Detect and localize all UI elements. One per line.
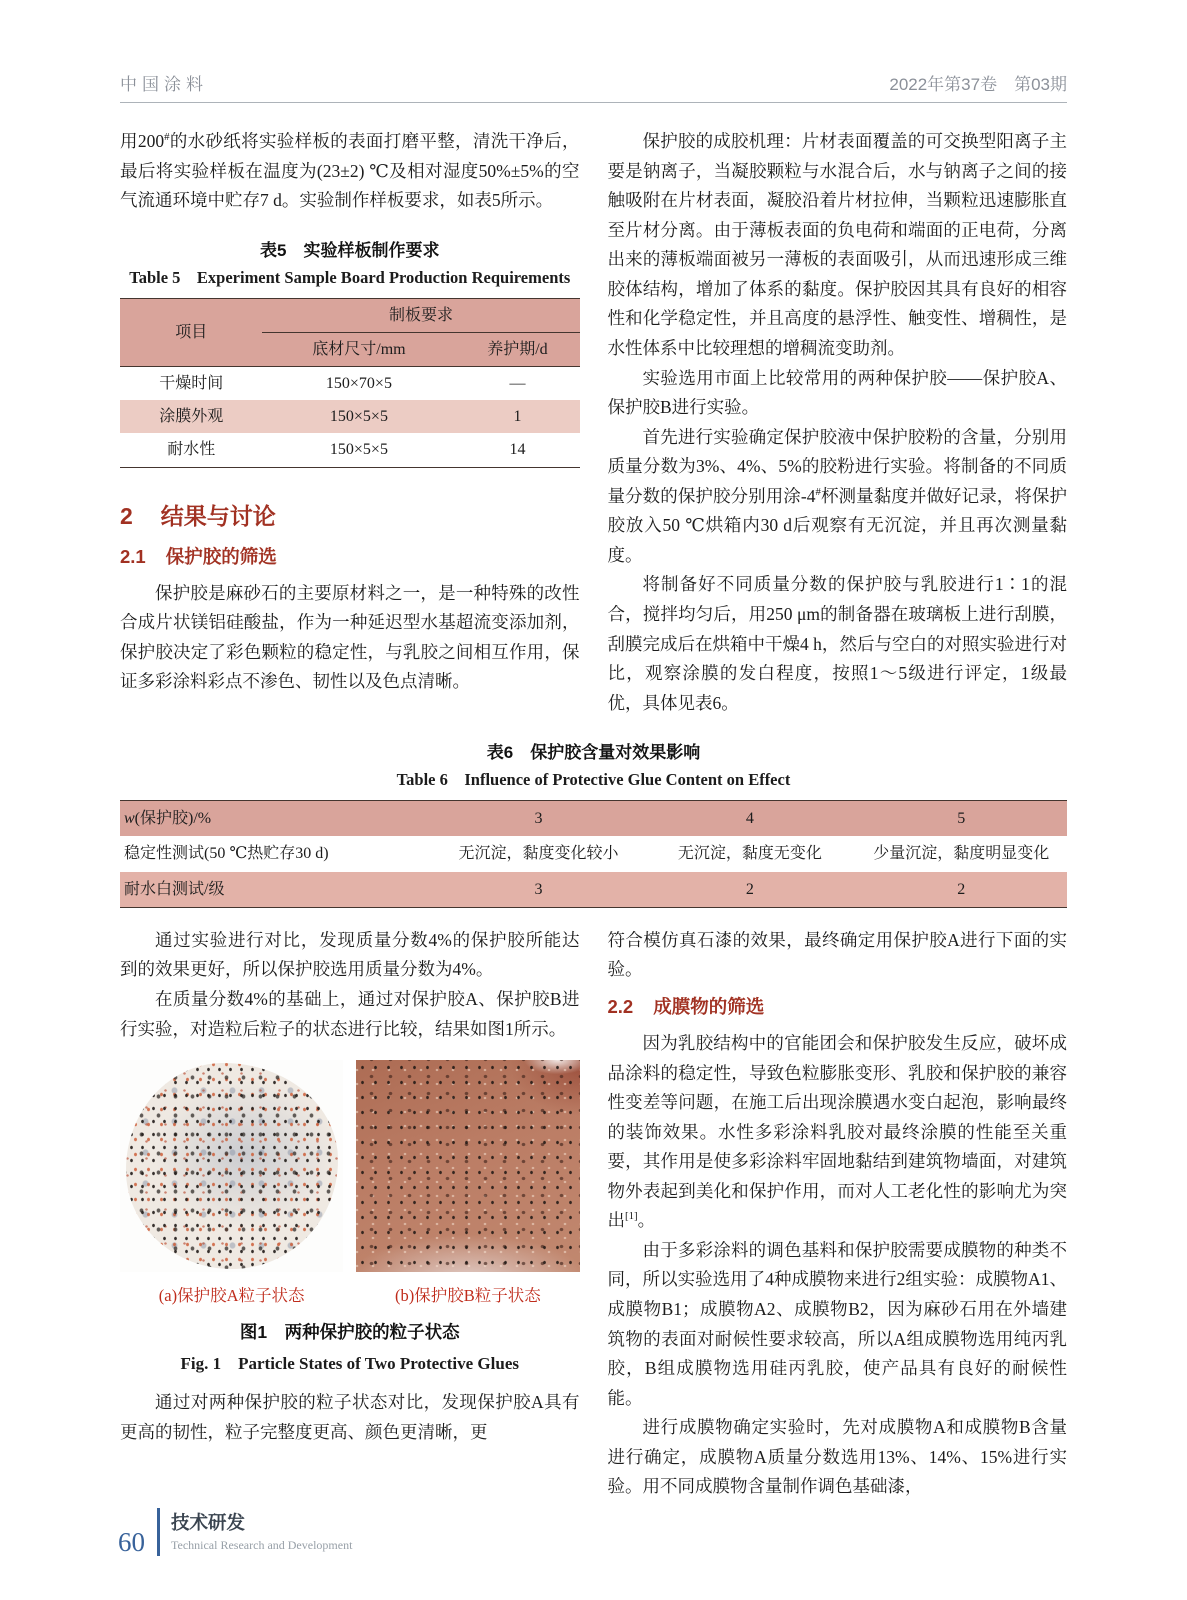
paragraph-film-former-experiment: 进行成膜物确定实验时，先对成膜物A和成膜物B含量进行确定，成膜物A质量分数选用13%、14%、15%进行实验。用不同成膜物含量制作调色基础漆，	[607, 1417, 1067, 1497]
paragraph-glue-selection: 实验选用市面上比较常用的两种保护胶——保护胶A、保护胶B进行实验。	[607, 367, 1067, 418]
figure1-photos	[120, 1060, 580, 1272]
paragraph-comparison-result: 通过实验进行对比，发现质量分数4%的保护胶所能达到的效果更好，所以保护胶选用质量分数为4%。	[120, 929, 580, 980]
page-number: 60	[118, 1527, 145, 1557]
footer-divider	[157, 1508, 160, 1556]
page-footer	[118, 1508, 352, 1556]
table6	[120, 800, 1067, 908]
journal-name: 中国涂料	[120, 75, 208, 94]
table-row: 干燥时间 150×70×5 —	[159, 375, 526, 393]
footer-section-en: Technical Research and Development	[171, 1537, 353, 1552]
page-header	[120, 70, 1067, 103]
figure1-title-zh: 图1 两种保护胶的粒子状态	[239, 1322, 460, 1343]
table-row: 耐水白测试/级 3 2 2	[120, 872, 1067, 907]
right-column-upper	[608, 127, 1068, 718]
table6-title-en: Table 6 Influence of Protective Glue Content on Effect	[396, 770, 791, 790]
caption-b: (b)保护胶B粒子状态	[395, 1286, 541, 1306]
table5-title-en: Table 5 Experiment Sample Board Production Requirements	[129, 267, 571, 287]
table-row: 稳定性测试(50 ℃热贮存30 d) 无沉淀，黏度变化较小 无沉淀，黏度无变化 少量沉淀，黏度明显变化	[124, 845, 1050, 863]
paragraph-emulsion-reaction: 因为乳胶结构中的官能团会和保护胶发生反应，破坏成品涂料的稳定性，导致色粒膨胀变形、乳胶和保护胶的兼容性变差等问题，在施工后出现涂膜遇水变白起泡，影响最终的装饰效果。水性多彩涂料乳胶对最终涂膜的性能至关重要，其作用是使多彩涂料牢固地黏结到建筑物墙面，对建筑物外表起到美化和保护作用，而对人工老化性的影响尤为突出[1]。	[607, 1032, 1067, 1231]
photo-protective-glue-a	[120, 1060, 343, 1272]
issue-info: 2022年第37卷 第03期	[889, 75, 1067, 94]
table5-col-cure: 养护期/d	[455, 332, 579, 366]
upper-columns	[120, 127, 1067, 718]
left-column-lower	[120, 926, 580, 1502]
paragraph-basis-4pct: 在质量分数4%的基础上，通过对保护胶A、保护胶B进行实验，对造粒后粒子的状态进行比较，结果如图1所示。	[120, 988, 580, 1039]
section-2-2-heading: 2.2 成膜物的筛选	[607, 995, 765, 1017]
photo-protective-glue-b	[356, 1060, 579, 1272]
table5-col-req: 制板要求	[262, 299, 579, 333]
table5	[120, 298, 580, 468]
table-row: 耐水性 150×5×5 14	[167, 441, 526, 459]
figure1-subcaptions	[120, 1282, 580, 1306]
table6-block	[120, 738, 1067, 908]
paragraph-particle-comparison: 通过对两种保护胶的粒子状态对比，发现保护胶A具有更高的韧性，粒子完整度更高、颜色更清晰，更	[120, 1392, 580, 1442]
paragraph-mixing: 将制备好不同质量分数的保护胶与乳胶进行1∶1的混合，搅拌均匀后，用250 μm的制备器在玻璃板上进行刮膜，刮膜完成后在烘箱中干燥4 h，然后与空白的对照实验进行对比，观察涂膜的发白程度，按照1～5级进行评定，1级最优，具体见表6。	[607, 574, 1067, 713]
lower-columns	[120, 926, 1067, 1502]
paragraph-sandpaper: 用200#的水砂纸将实验样板的表面打磨平整，清洗干净后，最后将实验样板在温度为(23±2) ℃及相对湿度50%±5%的空气流通环境中贮存7 d。实验制作样板要求，如表5所示。	[120, 131, 580, 211]
paragraph-glue-content: 首先进行实验确定保护胶液中保护胶粉的含量，分别用质量分数为3%、4%、5%的胶粉进行实验。将制备的不同质量分数的保护胶分别用涂-4#杯测量黏度并做好记录，将保护胶放入50 ℃烘箱内30 d后观察有无沉淀，并且再次测量黏度。	[607, 426, 1068, 565]
section-2-heading: 2 结果与讨论	[120, 502, 276, 529]
paragraph-film-formers: 由于多彩涂料的调色基料和保护胶需要成膜物的种类不同，所以实验选用了4种成膜物来进行2组实验：成膜物A1、成膜物B1；成膜物A2、成膜物B2，因为麻砂石用在外墙建筑物的表面对耐候性要求较高，所以A组成膜物选用纯丙乳胶，B组成膜物选用硅丙乳胶，使产品具有良好的耐候性能。	[607, 1239, 1067, 1408]
figure1-title-en: Fig. 1 Particle States of Two Protective Glues	[180, 1354, 519, 1374]
table5-title-zh: 表5 实验样板制作要求	[260, 240, 440, 260]
right-column-lower	[608, 926, 1068, 1502]
footer-section-zh: 技术研发	[171, 1512, 246, 1534]
table6-title-zh: 表6 保护胶含量对效果影响	[486, 743, 701, 763]
paragraph-glue-a-confirm: 符合模仿真石漆的效果，最终确定用保护胶A进行下面的实验。	[607, 929, 1067, 980]
left-column-upper	[120, 127, 580, 718]
paragraph-gel-mechanism: 保护胶的成胶机理：片材表面覆盖的可交换型阳离子主要是钠离子，当凝胶颗粒与水混合后，水与钠离子之间的接触吸附在片材表面，凝胶沿着片材拉伸，当颗粒迅速膨胀直至片材分离。由于薄板表面的负电荷和端面的正电荷，分离出来的薄板端面被另一薄板的表面吸引，从而迅速形成三维胶体结构，增加了体系的黏度。保护胶因其具有良好的相容性和化学稳定性，并且高度的悬浮性、触变性、增稠性，是水性体系中比较理想的增稠流变助剂。	[607, 131, 1067, 358]
particle-blob-a	[126, 1063, 338, 1269]
caption-a: (a)保护胶A粒子状态	[158, 1286, 305, 1306]
table5-col-size: 底材尺寸/mm	[262, 332, 455, 366]
section-2-1-heading: 2.1 保护胶的筛选	[120, 545, 277, 567]
table-row: w(保护胶)/% 3 4 5	[120, 801, 1067, 836]
paragraph-protective-glue: 保护胶是麻砂石的主要原材料之一，是一种特殊的改性合成片状镁铝硅酸盐，作为一种延迟型水基超流变添加剂，保护胶决定了彩色颗粒的稳定性，与乳胶之间相互作用，保证多彩涂料彩点不渗色、韧性以及色点清晰。	[120, 582, 580, 692]
table-row: 涂膜外观 150×5×5 1	[120, 400, 580, 433]
table5-col-item: 项目	[120, 299, 262, 367]
